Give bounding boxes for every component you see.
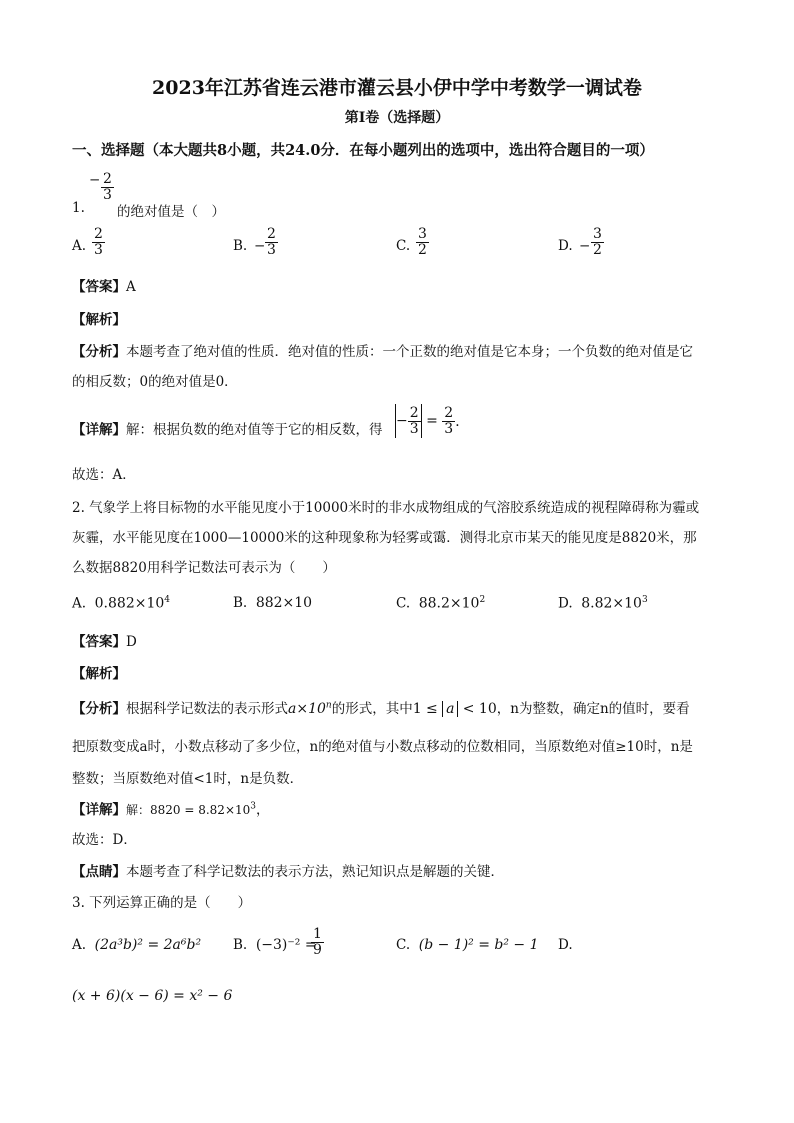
q2-option-b: B. 882×10 <box>233 595 313 611</box>
q2-choice: 故选：D． <box>72 832 137 848</box>
q1-choice: 故选：A． <box>72 467 136 483</box>
q2-stem-line3: 么数据8820用科学记数法可表示为（ ） <box>72 560 336 576</box>
q2-analysis-1: 【分析】根据科学记数法的表示形式$a\times 10^n$的形式，其中1 ≤ a < 10，n为整数，确定n的值时，要看 <box>72 700 690 717</box>
q1-option-b-label: B. <box>233 238 248 254</box>
q1-detail-equation: − $\frac{2}{3}$ = $\frac{2}{3}$ ． <box>396 404 470 437</box>
q2-option-a: A. $0.882\times 10^4$ <box>72 595 170 612</box>
q1-option-d: $\frac{3}{2}$ <box>593 226 602 258</box>
q1-minus-sign: − <box>89 172 101 188</box>
page-title: 2023年江苏省连云港市灌云县小伊中学中考数学一调试卷 <box>152 77 642 99</box>
q1-detail: 【详解】解：根据负数的绝对值等于它的相反数，得 <box>72 422 383 438</box>
q1-option-c-label: C. <box>396 238 411 254</box>
q1-option-c: $\frac{3}{2}$ <box>418 226 427 258</box>
q2-analysis-3: 整数；当原数绝对值<1时，n是负数． <box>72 771 304 787</box>
q1-stem: 的绝对值是（ ） <box>117 204 225 220</box>
q3-option-d-label: D. <box>558 937 573 953</box>
q1-analysis-2: 的相反数；0的绝对值是0． <box>72 374 238 390</box>
q2-answer: 【答案】D <box>72 634 137 650</box>
q2-detail: 【详解】解：$8820 = 8.82\times 10^3$， <box>72 801 270 818</box>
q1-option-d-label: D. <box>558 238 573 254</box>
q2-note: 【点睛】本题考查了科学记数法的表示方法，熟记知识点是解题的关键． <box>72 864 504 880</box>
q2-stem-line2: 灰霾，水平能见度在1000—10000米的这种现象称为轻雾或霭．测得北京市某天的能见度是8820米，那 <box>72 530 697 546</box>
q1-analysis-1: 【分析】本题考查了绝对值的性质．绝对值的性质：一个正数的绝对值是它本身；一个负数的绝对值是它 <box>72 344 693 360</box>
q1-option-a: $\frac{2}{3}$ <box>94 226 103 258</box>
q3-option-d: (x + 6)(x − 6) = x² − 6 <box>72 988 233 1004</box>
q3-option-b-text: B. (−3)⁻² = <box>233 937 317 953</box>
section-heading: 一、选择题（本大题共8小题，共24.0分．在每小题列出的选项中，选出符合题目的一项） <box>72 142 654 159</box>
q1-option-b: $\frac{2}{3}$ <box>267 226 276 258</box>
paper-part-title: 第I卷（选择题） <box>344 110 450 126</box>
q1-option-a-label: A. <box>72 238 87 254</box>
q1-jiexi: 【解析】 <box>72 312 126 328</box>
q3-stem: 3. 下列运算正确的是（ ） <box>72 895 252 911</box>
q2-option-d: D. $8.82\times 10^3$ <box>558 595 648 612</box>
q2-option-c: C. $88.2\times 10^2$ <box>396 595 486 612</box>
q1-number: 1. <box>72 200 85 216</box>
q1-answer: 【答案】A <box>72 279 136 295</box>
q3-option-b-fraction: $\frac{1}{9}$ <box>313 926 322 958</box>
q3-option-a: A. (2a³b)² = 2a⁶b² <box>72 937 202 953</box>
q2-stem-line1: 2. 气象学上将目标物的水平能见度小于10000米时的非水成物组成的气溶胶系统造成的视程障碍称为霾或 <box>72 500 700 516</box>
q2-analysis-2: 把原数变成a时，小数点移动了多少位，n的绝对值与小数点移动的位数相同，当原数绝对值≥10时，n是 <box>72 739 693 755</box>
q2-jiexi: 【解析】 <box>72 666 126 682</box>
q3-option-c: C. (b − 1)² = b² − 1 <box>396 937 539 953</box>
q1-stem-fraction: $\frac{2}{3}$ <box>103 171 112 203</box>
